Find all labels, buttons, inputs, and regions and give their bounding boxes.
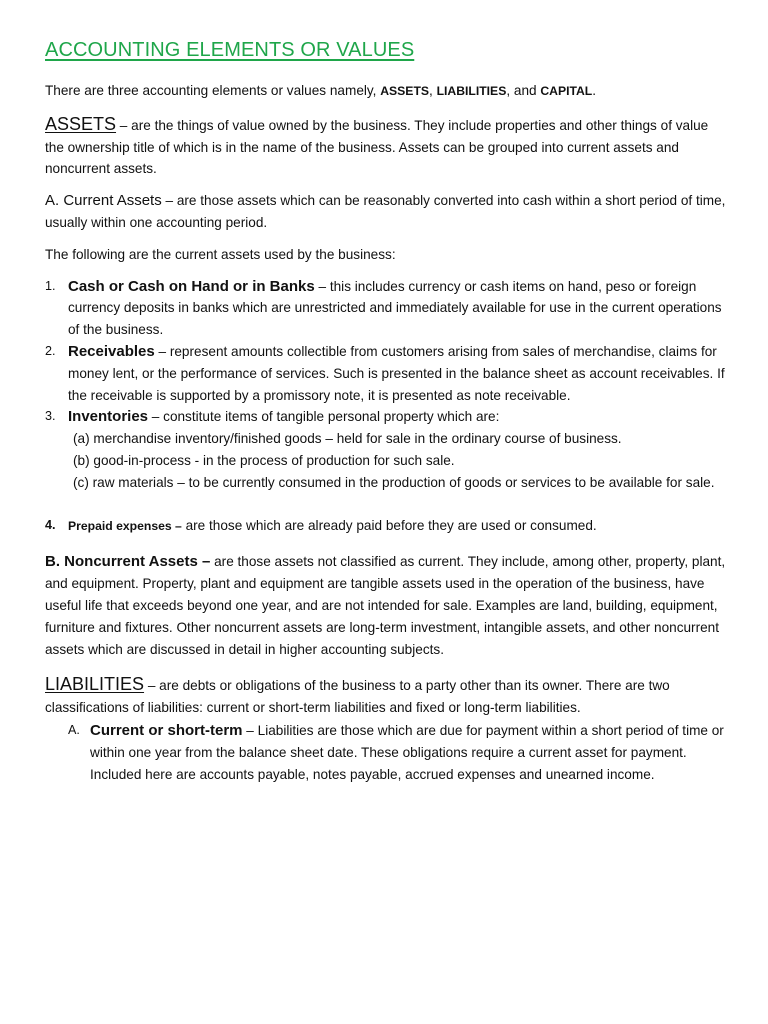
intro-period: . [592, 83, 597, 98]
list-term: Receivables [68, 342, 155, 360]
current-assets-paragraph [45, 190, 728, 234]
list-term: Cash or Cash on Hand or in Banks [68, 277, 315, 295]
list-number: 3. [45, 409, 56, 424]
assets-paragraph [45, 114, 728, 180]
liabilities-sub-term: Current or short-term [90, 721, 243, 739]
noncurrent-assets-text: are those assets not classified as current. They include, among other, property, plant, and equipment. Property, plant and equipment are tangible assets used in the operation of the business, have useful life that exceeds beyond one year, and are not intended for sale. Examples are land, building, equipment, furniture and fixtures. Other noncurrent assets are long-term investment, intangible assets, and other noncurrent assets which are discussed in detail in higher accounting subjects. [45, 554, 726, 657]
assets-text: – are the things of value owned by the business. They include properties and other things of value the ownership title of which is in the name of the business. Assets can be grouped into current assets and noncurrent assets. [45, 117, 709, 177]
page-title: ACCOUNTING ELEMENTS OR VALUES [45, 39, 415, 61]
intro-and: , and [506, 83, 541, 98]
noncurrent-assets-heading: B. Noncurrent Assets – [45, 553, 211, 571]
inventory-subitem: (a) merchandise inventory/finished goods – held for sale in the ordinary course of business. [73, 431, 622, 447]
liabilities-paragraph [45, 674, 728, 719]
list-text: – represent amounts collectible from customers arising from sales of merchandise, claims for money lent, or the performance of services. Such is presented in the balance sheet as account receivables. If the receivable is supported by a promissory note, it is presented as note receivable. [68, 343, 725, 403]
list-number: 1. [45, 278, 56, 293]
current-assets-following: The following are the current assets used by the business: [45, 246, 396, 262]
list-item [45, 515, 728, 538]
liabilities-sub-text: – Liabilities are those which are due for payment within a short period of time or within one year from the balance sheet date. These obligations require a current asset for payment. Included here are accounts payable, notes payable, accrued expenses and unearned income. [90, 722, 724, 782]
list-text: – this includes currency or cash items on hand, peso or foreign currency deposits in banks which are unrestricted and immediately available for use in the current operations of the business. [68, 278, 722, 338]
intro-comma: , [429, 83, 437, 98]
inventory-subitem: (c) raw materials – to be currently consumed in the production of goods or services to be available for sale. [73, 474, 715, 490]
inventory-subitem: (b) good-in-process - in the process of production for such sale. [73, 452, 455, 468]
liabilities-text: – are debts or obligations of the business to a party other than its owner. There are two classifications of liabilities: current or short-term liabilities and fixed or long-term liabilities. [45, 678, 670, 716]
list-number: 4. [45, 517, 56, 532]
list-text: – constitute items of tangible personal property which are: [148, 409, 500, 425]
list-term: Prepaid expenses – [68, 518, 182, 533]
intro-liabilities: LIABILITIES [436, 84, 507, 98]
liabilities-heading: LIABILITIES [45, 674, 145, 695]
intro-capital: CAPITAL [540, 84, 593, 98]
assets-heading: ASSETS [45, 113, 117, 134]
liabilities-subitem [45, 720, 728, 785]
list-item [45, 341, 728, 406]
current-assets-list [45, 276, 728, 538]
list-number: 2. [45, 343, 56, 358]
current-assets-heading: A. Current Assets [45, 192, 162, 210]
intro-text: There are three accounting elements or values namely, [45, 83, 381, 98]
intro-paragraph [45, 80, 728, 103]
list-item [45, 276, 728, 341]
list-text: are those which are already paid before they are used or consumed. [181, 517, 597, 533]
noncurrent-assets-paragraph [45, 551, 728, 660]
list-term: Inventories [68, 408, 149, 426]
list-item [45, 406, 728, 493]
intro-assets: ASSETS [380, 84, 430, 98]
current-assets-text: – are those assets which can be reasonably converted into cash within a short period of time, usually within one accounting period. [45, 193, 726, 230]
list-number: A. [68, 722, 80, 737]
